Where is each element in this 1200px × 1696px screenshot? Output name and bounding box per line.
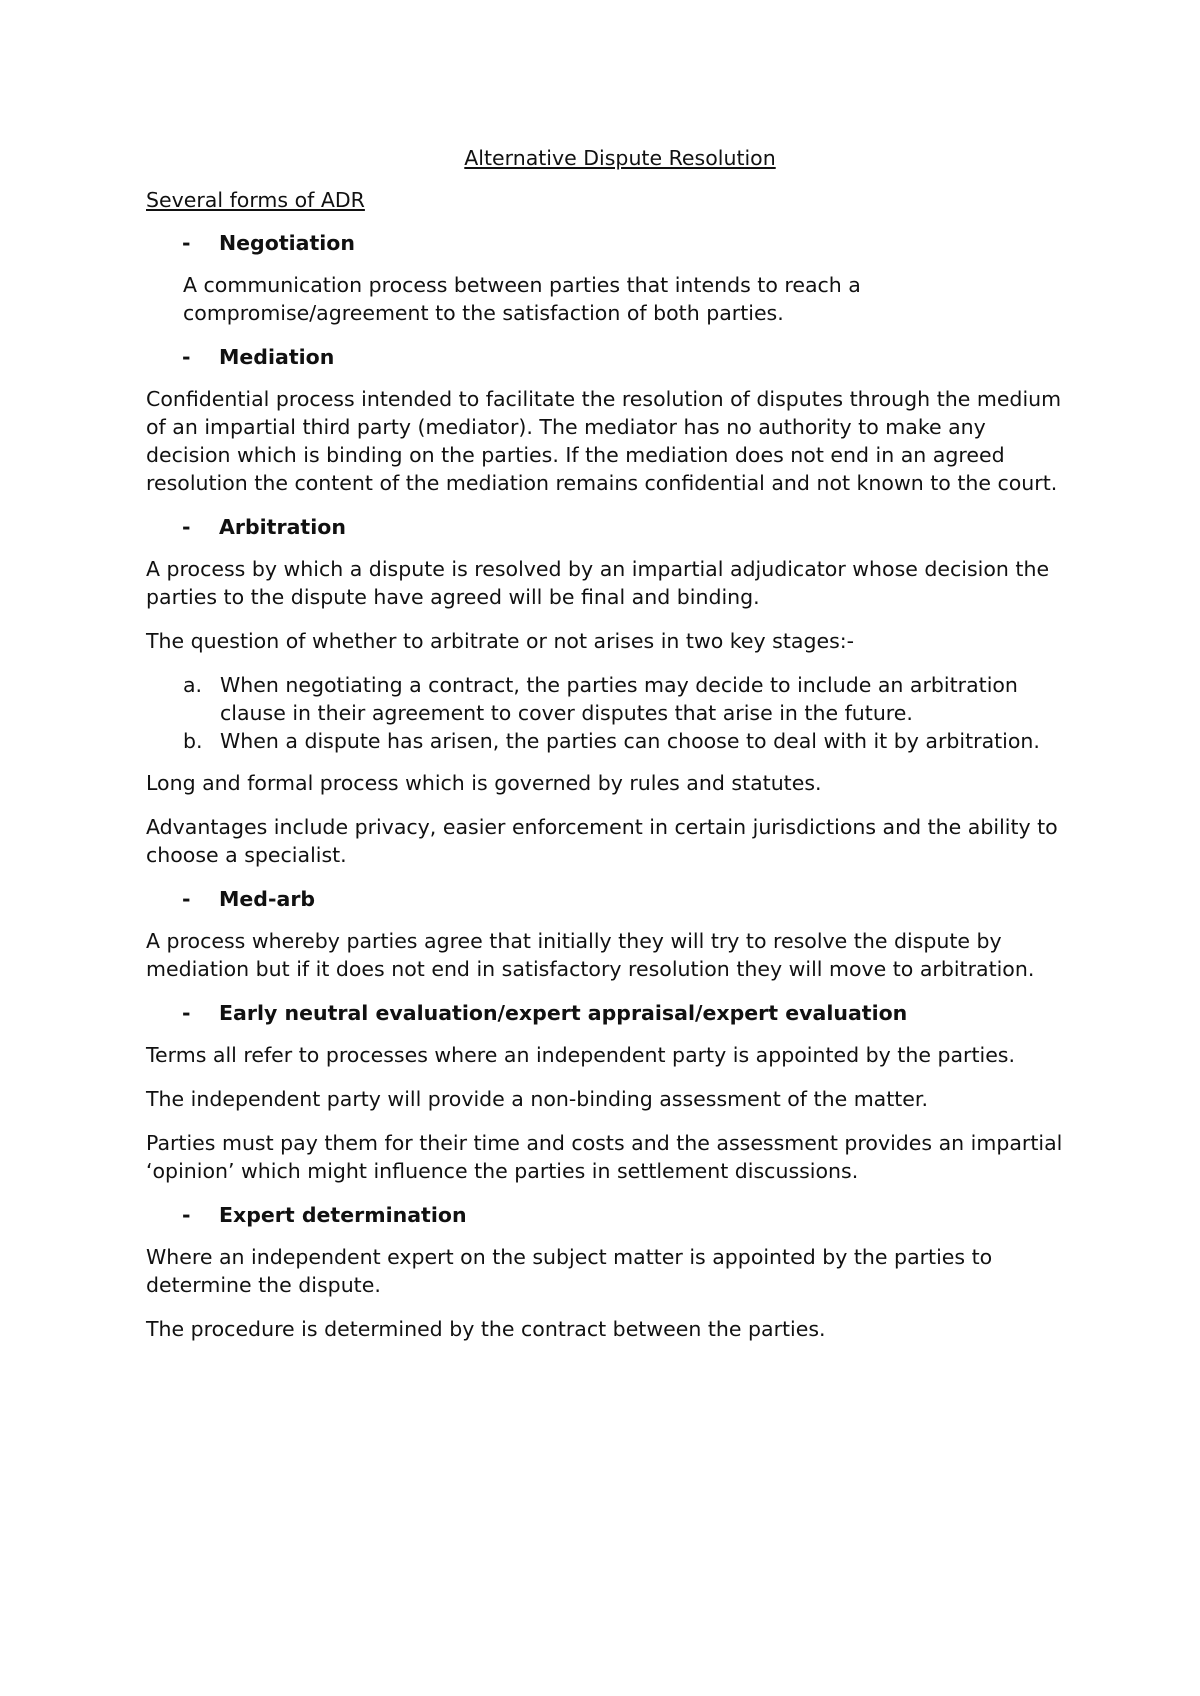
arbitration-paragraph-3: Long and formal process which is governed by rules and statutes. xyxy=(146,771,822,795)
med-arb-paragraph: A process whereby parties agree that initially they will try to resolve the dispute by mediation but if it does not end in satisfactory resolution they will move to arbitration. xyxy=(146,929,1035,981)
arbitration-paragraph-4: Advantages include privacy, easier enforcement in certain jurisdictions and the ability to choose a specialist. xyxy=(146,815,1058,867)
document-body xyxy=(146,144,1076,1359)
mediation-paragraph: Confidential process intended to facilitate the resolution of disputes through the medium of an impartial third party (mediator). The mediator has no authority to make any decision which is binding on the parties. If the mediation does not end in an agreed resolution the content of the mediation remains confidential and not known to the court. xyxy=(146,387,1062,495)
section-heading-text: Negotiation xyxy=(219,231,355,255)
list-item-text: When negotiating a contract, the parties may decide to include an arbitration clause in their agreement to cover disputes that arise in the future. xyxy=(220,673,1018,725)
arbitration-stages-list xyxy=(146,671,1076,755)
section-heading-text: Med-arb xyxy=(219,887,316,911)
section-heading-early-neutral-evaluation xyxy=(146,999,1076,1027)
expert-determination-paragraph-1: Where an independent expert on the subject matter is appointed by the parties to determine the dispute. xyxy=(146,1245,993,1297)
section-heading-mediation xyxy=(146,343,1076,371)
section-heading-expert-determination xyxy=(146,1201,1076,1229)
section-heading-text: Early neutral evaluation/expert appraisal/expert evaluation xyxy=(219,1001,908,1025)
ene-paragraph-1: Terms all refer to processes where an independent party is appointed by the parties. xyxy=(146,1043,1015,1067)
section-heading-negotiation xyxy=(146,229,1076,257)
expert-determination-paragraph-2: The procedure is determined by the contract between the parties. xyxy=(146,1317,826,1341)
dash-bullet: - xyxy=(182,231,191,255)
section-heading-text: Expert determination xyxy=(219,1203,467,1227)
section-heading-arbitration xyxy=(146,513,1076,541)
list-item-text: When a dispute has arisen, the parties can choose to deal with it by arbitration. xyxy=(220,729,1040,753)
document-subtitle: Several forms of ADR xyxy=(146,188,365,212)
section-heading-text: Arbitration xyxy=(219,515,346,539)
section-heading-med-arb xyxy=(146,885,1076,913)
dash-bullet: - xyxy=(182,887,191,911)
list-item xyxy=(146,727,1076,755)
dash-bullet: - xyxy=(182,515,191,539)
arbitration-paragraph-2: The question of whether to arbitrate or not arises in two key stages:- xyxy=(146,629,855,653)
ene-paragraph-2: The independent party will provide a non-binding assessment of the matter. xyxy=(146,1087,928,1111)
ene-paragraph-3: Parties must pay them for their time and costs and the assessment provides an impartial ‘opinion’ which might influence the parties in settlement discussions. xyxy=(146,1131,1063,1183)
arbitration-paragraph-1: A process by which a dispute is resolved by an impartial adjudicator whose decision the parties to the dispute have agreed will be final and binding. xyxy=(146,557,1050,609)
negotiation-paragraph: A communication process between parties that intends to reach a compromise/agreement to the satisfaction of both parties. xyxy=(183,273,861,325)
dash-bullet: - xyxy=(182,1203,191,1227)
list-item xyxy=(146,671,1076,727)
section-heading-text: Mediation xyxy=(219,345,335,369)
dash-bullet: - xyxy=(182,1001,191,1025)
document-title: Alternative Dispute Resolution xyxy=(464,146,776,170)
list-marker: b. xyxy=(183,729,203,753)
dash-bullet: - xyxy=(182,345,191,369)
list-marker: a. xyxy=(183,673,203,697)
